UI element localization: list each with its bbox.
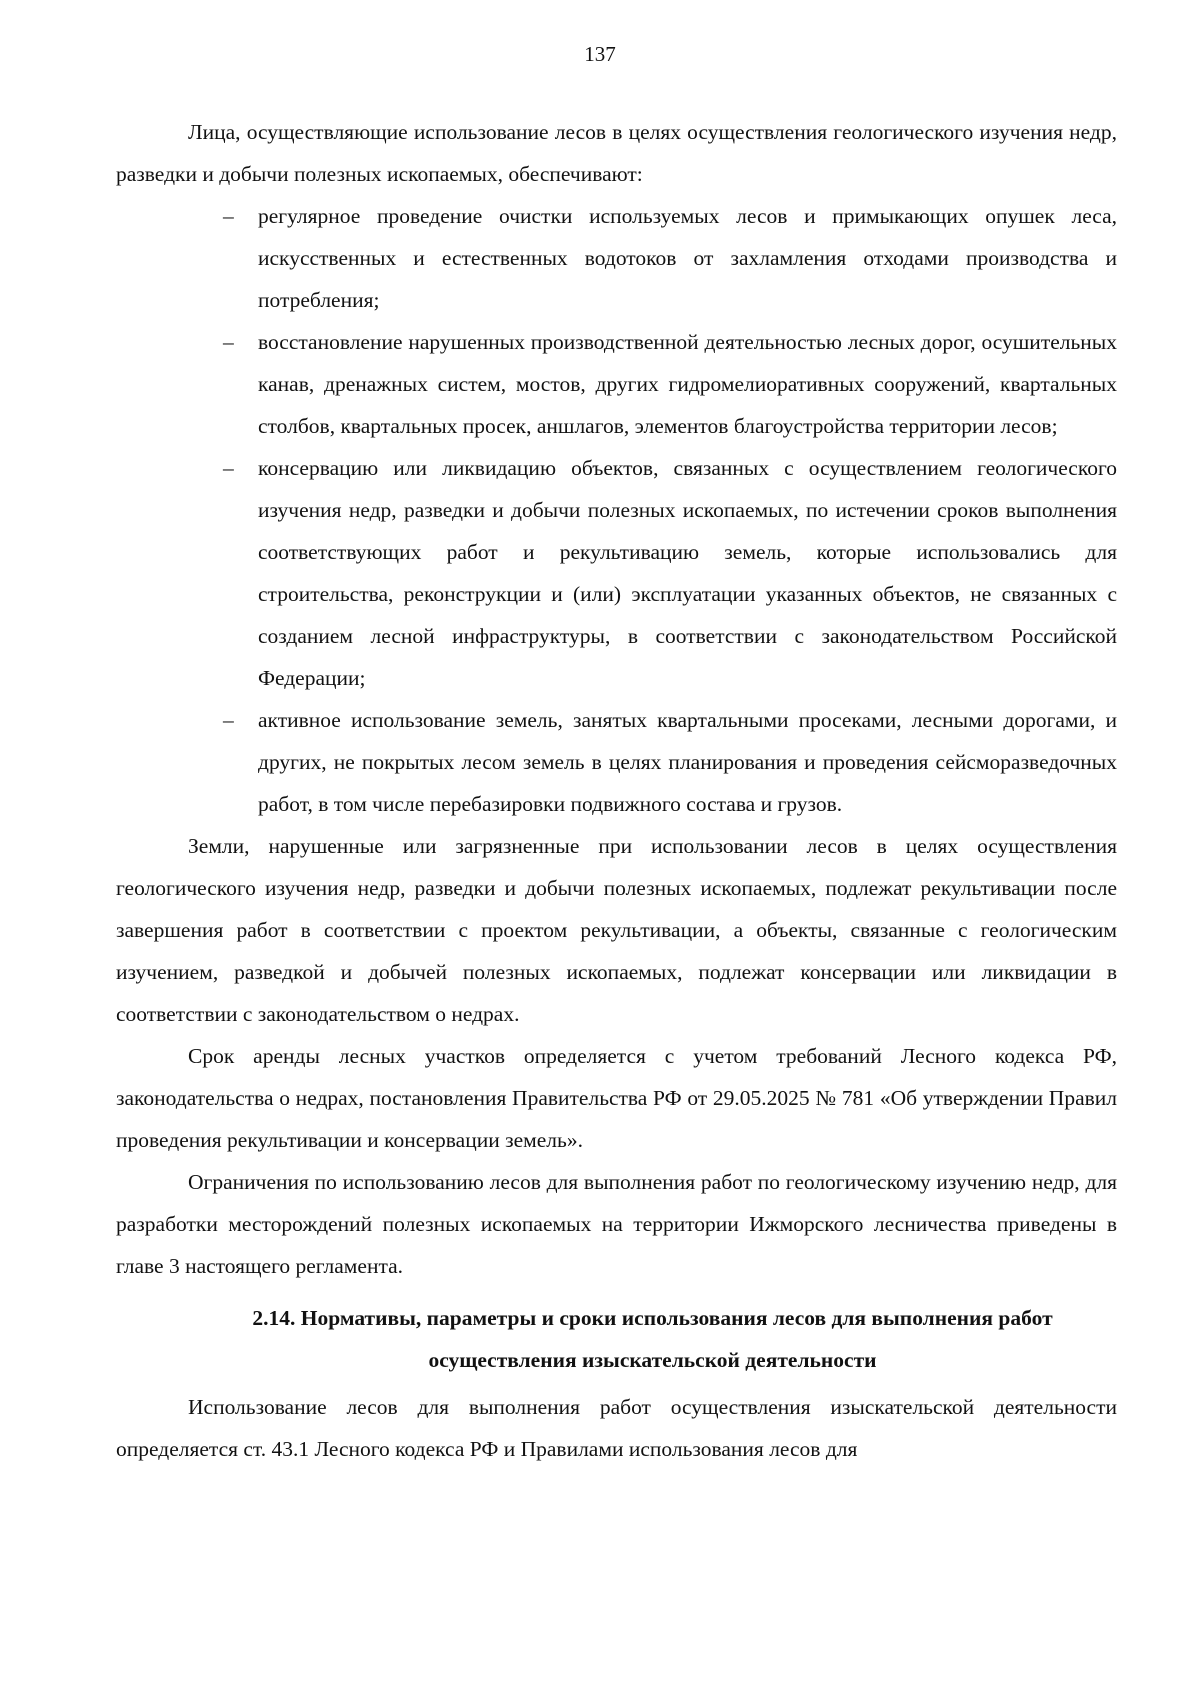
list-item xyxy=(116,321,1117,447)
document-body xyxy=(116,111,1117,1470)
paragraph-restrictions: Ограничения по использованию лесов для выполнения работ по геологическому изучению недр, для разработки месторождений полезных ископаемых на территории Ижморского лесничества приведены в главе 3 настоящего регламента. xyxy=(116,1170,1117,1278)
list-item xyxy=(116,195,1117,321)
list-dash: – xyxy=(223,204,234,228)
section-heading xyxy=(116,1297,1117,1381)
list-dash: – xyxy=(223,708,234,732)
list-item xyxy=(116,699,1117,825)
paragraph-lease-term: Срок аренды лесных участков определяется с учетом требований Лесного кодекса РФ, законодательства о недрах, постановления Правительства РФ от 29.05.2025 № 781 «Об утверждении Правил проведения рекультивации и консервации земель». xyxy=(116,1044,1117,1152)
final-paragraph: Использование лесов для выполнения работ осуществления изыскательской деятельности определяется ст. 43.1 Лесного кодекса РФ и Правилами использования лесов для xyxy=(116,1395,1117,1461)
list-item xyxy=(116,447,1117,699)
intro-paragraph: Лица, осуществляющие использование лесов в целях осуществления геологического изучения недр, разведки и добычи полезных ископаемых, обеспечивают: xyxy=(116,120,1117,186)
section-heading-line-1: 2.14. Нормативы, параметры и сроки использования лесов для выполнения работ xyxy=(252,1306,1053,1330)
section-heading-line-2: осуществления изыскательской деятельности xyxy=(428,1348,877,1372)
list-dash: – xyxy=(223,330,234,354)
paragraph-land-reclamation: Земли, нарушенные или загрязненные при использовании лесов в целях осуществления геологического изучения недр, разведки и добычи полезных ископаемых, подлежат рекультивации после завершения работ в соответствии с проектом рекультивации, а объекты, связанные с геологическим изучением, разведкой и добычей полезных ископаемых, подлежат консервации или ликвидации в соответствии с законодательством о недрах. xyxy=(116,834,1117,1026)
page-number: 137 xyxy=(584,42,616,66)
list-item-text: активное использование земель, занятых квартальными просеками, лесными дорогами, и других, не покрытых лесом земель в целях планирования и проведения сейсморазведочных работ, в том числе перебазировки подвижного состава и грузов. xyxy=(258,708,1117,816)
list-dash: – xyxy=(223,456,234,480)
list-item-text: консервацию или ликвидацию объектов, связанных с осуществлением геологического изучения недр, разведки и добычи полезных ископаемых, по истечении сроков выполнения соответствующих работ и рекультивацию земель, которые использовались для строительства, реконструкции и (или) эксплуатации указанных объектов, не связанных с созданием лесной инфраструктуры, в соответствии с законодательством Российской Федерации; xyxy=(258,456,1117,690)
list-item-text: восстановление нарушенных производственной деятельностью лесных дорог, осушительных канав, дренажных систем, мостов, других гидромелиоративных сооружений, квартальных столбов, квартальных просек, аншлагов, элементов благоустройства территории лесов; xyxy=(258,330,1117,438)
obligations-list xyxy=(116,195,1117,825)
list-item-text: регулярное проведение очистки используемых лесов и примыкающих опушек леса, искусственных и естественных водотоков от захламления отходами производства и потребления; xyxy=(258,204,1117,312)
